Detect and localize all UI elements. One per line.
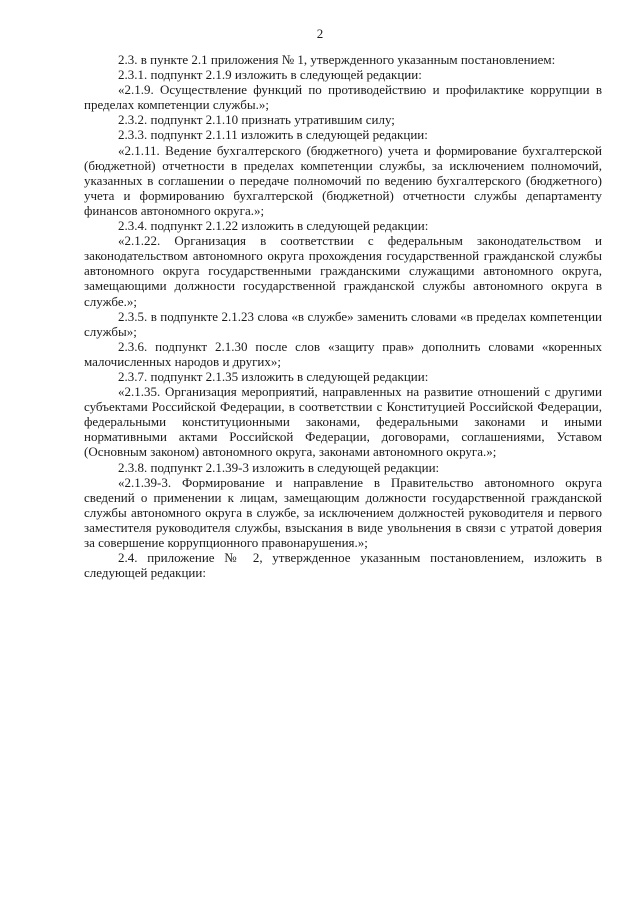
paragraph-2-3-1: 2.3.1. подпункт 2.1.9 изложить в следующей редакции: <box>118 67 422 83</box>
paragraph-2-3-4: 2.3.4. подпункт 2.1.22 изложить в следующей редакции: <box>118 218 429 234</box>
paragraph-2-3-7: 2.3.7. подпункт 2.1.35 изложить в следующей редакции: <box>118 368 429 384</box>
document-body <box>84 52 602 580</box>
paragraph-2-4: 2.4. приложение № 2, утвержденное указанным постановлением, изложить в следующей редакции: <box>84 550 602 581</box>
quote-2-1-39-3: «2.1.39-3. Формирование и направление в Правительство автономного округа сведений о применении к лицам, замещающим должности государственной гражданской службы автономного округа в службе, за исключением должностей руководителя и первого заместителя руководителя службы, взыскания в виде увольнения в связи с утратой доверия за совершение коррупционного правонарушения.»; <box>84 474 602 550</box>
paragraph-2-3: 2.3. в пункте 2.1 приложения № 1, утвержденного указанным постановлением: <box>118 52 556 67</box>
paragraph-2-3-2: 2.3.2. подпункт 2.1.10 признать утратившим силу; <box>118 112 395 128</box>
page-number: 2 <box>316 26 324 41</box>
paragraph-2-3-8: 2.3.8. подпункт 2.1.39-3 изложить в следующей редакции: <box>118 459 440 475</box>
paragraph-2-3-6: 2.3.6. подпункт 2.1.30 после слов «защиту прав» дополнить словами «коренных малочисленных народов и других»; <box>84 338 602 369</box>
quote-2-1-11: «2.1.11. Ведение бухгалтерского (бюджетного) учета и формирование бухгалтерской (бюджетной) отчетности в пределах компетенции службы, за исключением полномочий, указанных в соглашении о передаче полномочий по ведению бухгалтерского (бюджетного) учета и формированию бухгалтерской (бюджетной) отчетности службы департаменту финансов автономного округа.»; <box>84 142 602 218</box>
quote-2-1-22: «2.1.22. Организация в соответствии с федеральным законодательством и законодательством автономного округа прохождения государственной гражданской службы автономного округа государственными гражданскими служащими автономного округа, замещающими должности государственной гражданской службы автономного округа в службе.»; <box>84 233 602 309</box>
quote-2-1-9: «2.1.9. Осуществление функций по противодействию и профилактике коррупции в пределах компетенции службы.»; <box>84 82 602 113</box>
paragraph-2-3-3: 2.3.3. подпункт 2.1.11 изложить в следующей редакции: <box>118 127 428 143</box>
paragraph-2-3-5: 2.3.5. в подпункте 2.1.23 слова «в службе» заменить словами «в пределах компетенции службы»; <box>84 308 602 339</box>
quote-2-1-35: «2.1.35. Организация мероприятий, направленных на развитие отношений с другими субъектами Российской Федерации, в соответствии с Конституцией Российской Федерации, федеральными конституционными законами, федеральными законами и иными нормативными актами Российской Федерации, договорами, соглашениями, Уставом (Основным законом) автономного округа, законами автономного округа.»; <box>84 384 602 460</box>
